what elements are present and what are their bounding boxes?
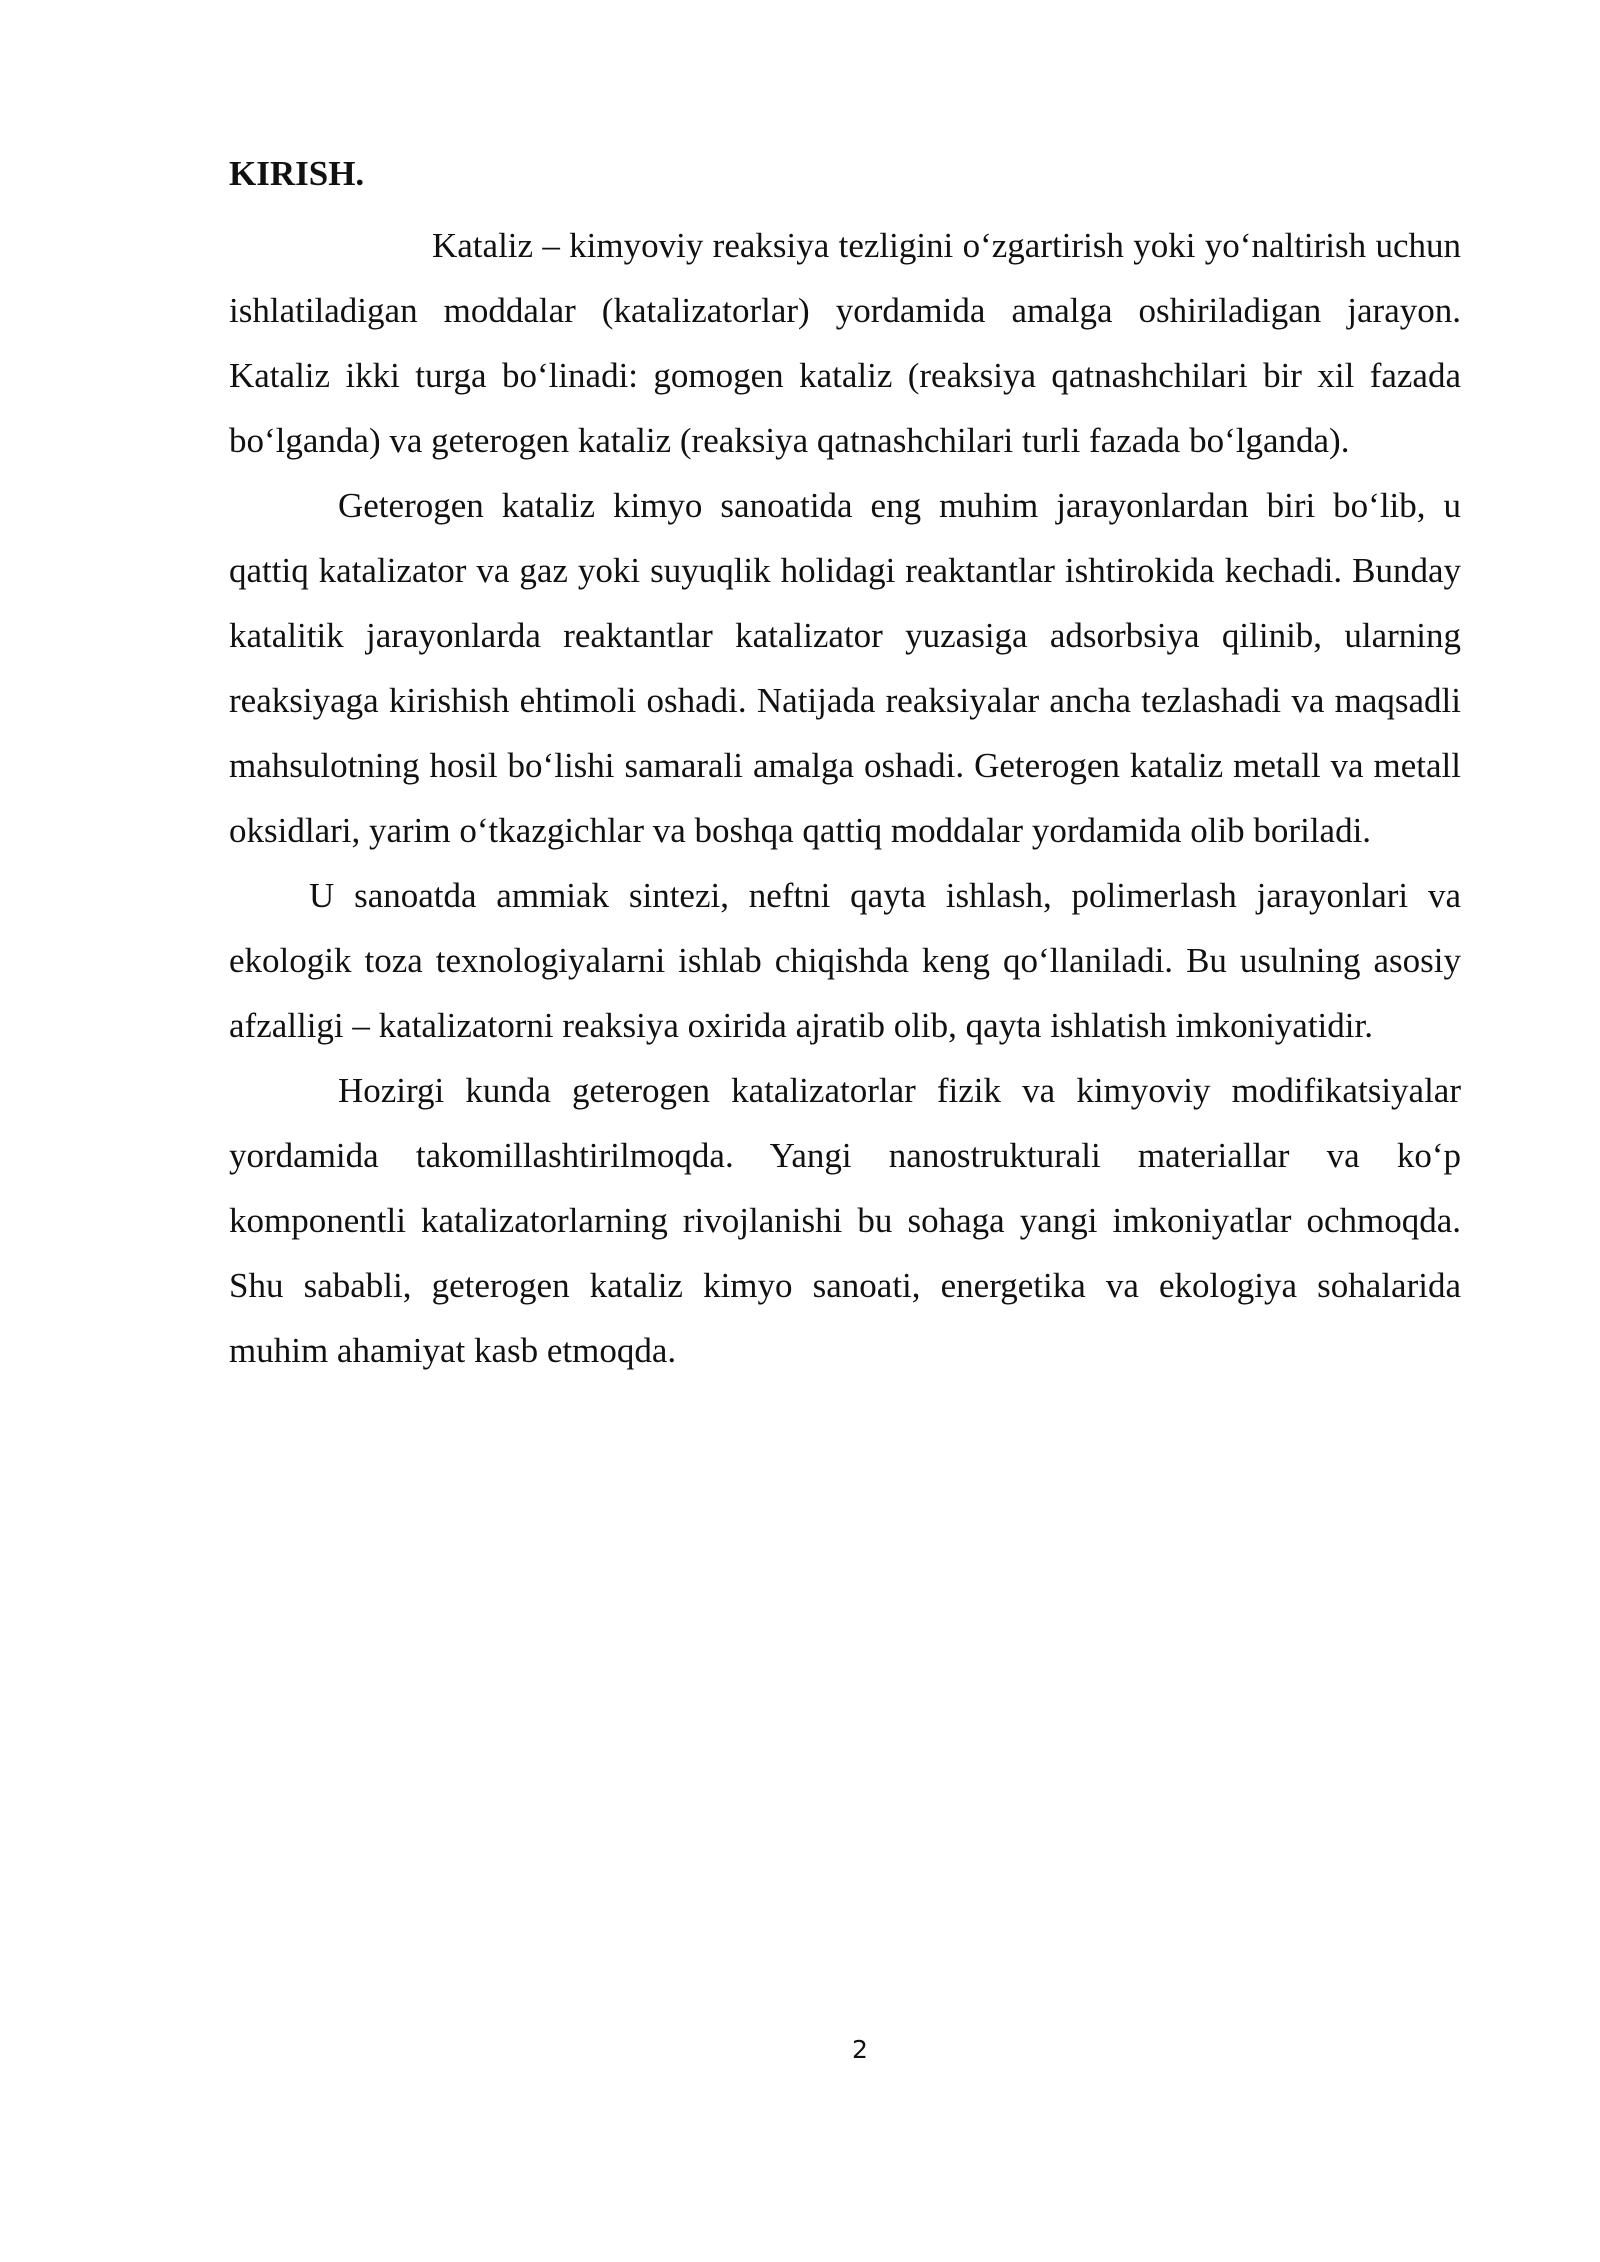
paragraph-heterogeneous-catalysis: Geterogen kataliz kimyo sanoatida eng muhim jarayonlardan biri bo‘lib, u qattiq katalizator va gaz yoki suyuqlik holidagi reaktantlar ishtirokida kechadi. Bunday katalitik jarayonlarda reaktantlar katalizator yuzasiga adsorbsiya qilinib, ularning reaksiyaga kirishish ehtimoli oshadi. Natijada reaksiyalar ancha tezlashadi va maqsadli mahsulotning hosil bo‘lishi samarali amalga oshadi. Geterogen kataliz metall va metall oksidlari, yarim o‘tkazgichlar va boshqa qattiq moddalar yordamida olib boriladi. (229, 486, 1461, 850)
paragraph-industrial-use: U sanoatda ammiak sintezi, neftni qayta ishlash, polimerlash jarayonlari va ekologik toza texnologiyalarni ishlab chiqishda keng qo‘llaniladi. Bu usulning asosiy afzalligi – katalizatorni reaksiya oxirida ajratib olib, qayta ishlatish imkoniyatidir. (229, 876, 1461, 1045)
section-heading: KIRISH. (229, 154, 365, 193)
page-number: 2 (852, 2035, 868, 2064)
document-body (229, 213, 1461, 1383)
paragraph-modern-development: Hozirgi kunda geterogen katalizatorlar fizik va kimyoviy modifikatsiyalar yordamida takomillashtirilmoqda. Yangi nanostrukturali materiallar va ko‘p komponentli katalizatorlarning rivojlanishi bu sohaga yangi imkoniyatlar ochmoqda. Shu sababli, geterogen kataliz kimyo sanoati, energetika va ekologiya sohalarida muhim ahamiyat kasb etmoqda. (229, 1071, 1461, 1370)
paragraph-kataliz-definition: Kataliz – kimyoviy reaksiya tezligini o‘zgartirish yoki yo‘naltirish uchun ishlatiladigan moddalar (katalizatorlar) yordamida amalga oshiriladigan jarayon. Kataliz ikki turga bo‘linadi: gomogen kataliz (reaksiya qatnashchilari bir xil fazada bo‘lganda) va geterogen kataliz (reaksiya qatnashchilari turli fazada bo‘lganda). (229, 226, 1461, 460)
